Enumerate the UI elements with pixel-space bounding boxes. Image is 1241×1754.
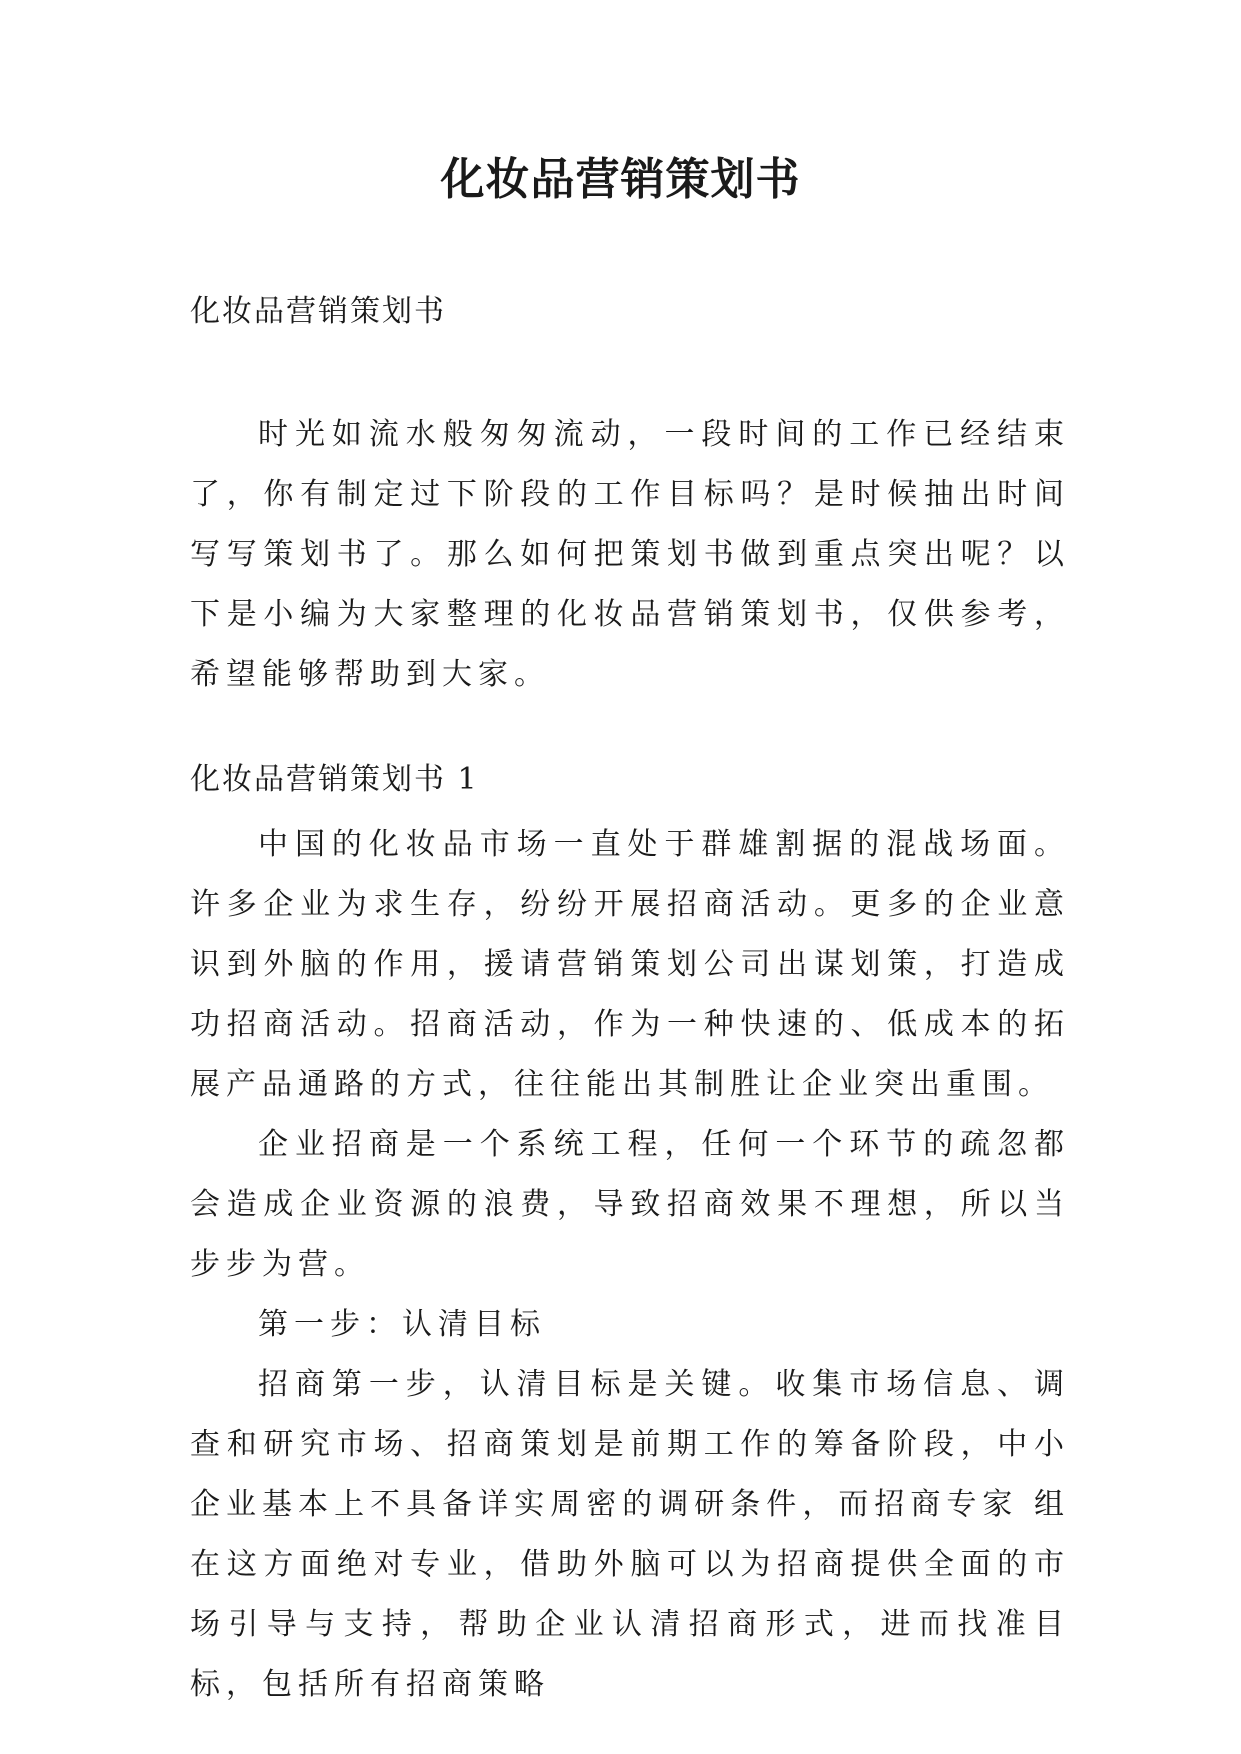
section-heading: 化妆品营销策划书 1 xyxy=(190,762,479,797)
document-subtitle: 化妆品营销策划书 xyxy=(190,294,446,329)
document-title: 化妆品营销策划书 xyxy=(440,154,801,205)
step-heading: 第一步：认清目标 xyxy=(258,1307,546,1342)
body-paragraph: 中国的化妆品市场一直处于群雄割据的混战场面。许多企业为求生存，纷纷开展招商活动。更多的企业意识到外脑的作用，援请营销策划公司出谋划策，打造成功招商活动。招商活动，作为一种快速的、低成本的拓展产品通路的方式，往往能出其制胜让企业突出重围。 xyxy=(190,827,1070,1102)
body-paragraph: 企业招商是一个系统工程，任何一个环节的疏忽都会造成企业资源的浪费，导致招商效果不理想，所以当步步为营。 xyxy=(190,1127,1070,1282)
intro-paragraph: 时光如流水般匆匆流动，一段时间的工作已经结束了，你有制定过下阶段的工作目标吗？是时候抽出时间写写策划书了。那么如何把策划书做到重点突出呢？以下是小编为大家整理的化妆品营销策划书，仅供参考，希望能够帮助到大家。 xyxy=(190,417,1070,692)
section-body xyxy=(190,815,1070,1715)
body-paragraph: 招商第一步，认清目标是关键。收集市场信息、调查和研究市场、招商策划是前期工作的筹备阶段，中小企业基本上不具备详实周密的调研条件，而招商专家 组在这方面绝对专业，借助外脑可以为招商提供全面的市场引导与支持，帮助企业认清招商形式，进而找准目标，包括所有招商策略 xyxy=(190,1367,1070,1702)
